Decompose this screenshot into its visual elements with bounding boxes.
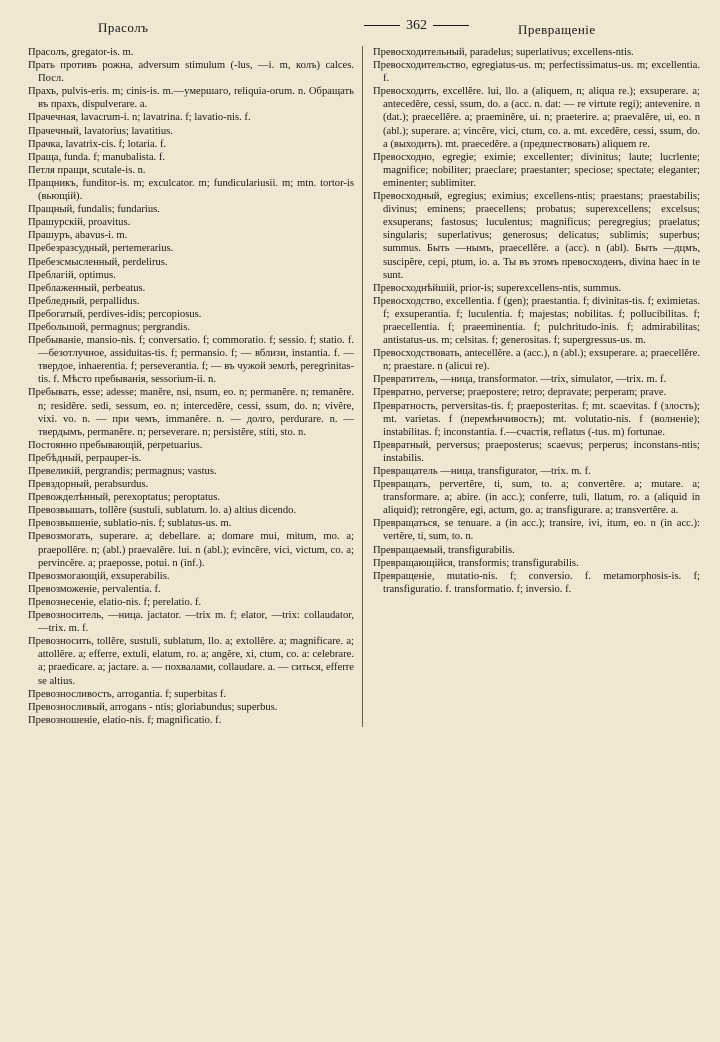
dictionary-entry: Пребогатый, perdives-idis; percopiosus.: [28, 308, 202, 320]
dictionary-entry: Прачка, lavatrix-cis. f; lotaria. f.: [28, 138, 167, 150]
dictionary-entry: Пребываніе, mansio-nis. f; conversatio. f; commoratio. f; sessio. f; statio. f. —безотлучное, assiduitas-tis. f; permansio. f; — вблизи, instantia. f. — твердое, inhaerentia. f; perseverantia. f; — въ чужой землѣ, peregrinitas-tis. f. Мѣсто пребыванія, sessorium-ii. n.: [28, 335, 354, 386]
dictionary-entry: Превосходство, excellentia. f (gen); praestantia. f; divinitas-tis. f; eximietas. f; exsuperantia. f; luculentia. f; majestas; nobilitas. f; pollucibilitas. f; praecellentia. f; praeeminentia. f; pulchritudo-inis. f; admirabilitas; antistatus-us. m; celsitas. f; generositas. f; supergressus-us. m.: [373, 295, 700, 347]
dictionary-entry: Превозносливый, arrogans - ntis; gloriabundus; superbus.: [28, 701, 278, 713]
dictionary-entry: Прачечная, lavacrum-i. n; lavatrina. f; lavatio-nis. f.: [28, 112, 251, 124]
dictionary-entry: Пребезсмысленный, perdelirus.: [28, 256, 168, 268]
dictionary-entry: Превозвышать, tollĕre (sustuli, sublatum. lo. a) altius dicendo.: [28, 505, 297, 517]
dictionary-entry: Прашурскій, proavitus.: [28, 217, 131, 229]
dictionary-entry: Прачечный, lavatorius; lavatitius.: [28, 125, 173, 137]
dictionary-entry: Превозносить, tollĕre, sustuli, sublatum, llo. a; extollĕre. a; magnificare. a; attollĕre. a; efferre, extuli, elatum, ro. a; angĕre, xi, ctum, co. a: celebrare. a; praedicare. a; jactare. a. — похвалами, collaudare. a. — ситься, efferre se altius.: [28, 636, 354, 687]
dictionary-entry: Прахъ, pulvis-eris. m; cinis-is. m.—умершаго, reliquia-orum. n. Обращать въ прахъ, dispulverare. a.: [28, 86, 354, 111]
dictionary-entry: Превозмогающій, exsuperabilis.: [28, 570, 170, 582]
running-head-right: Превращеніе: [518, 22, 596, 37]
dictionary-entry: Превозношеніе, elatio-nis. f; magnificatio. f.: [28, 714, 222, 726]
left-column: [28, 46, 363, 727]
page-number: 362: [358, 18, 475, 34]
dictionary-entry: Превращатель —ница, transfigurator, —trix. m. f.: [373, 466, 591, 477]
dictionary-entry: Превздорный, perabsurdus.: [28, 479, 149, 491]
dictionary-entry: Пребледный, perpallidus.: [28, 295, 140, 307]
dictionary-entry: Превознесеніе, elatio-nis. f; perelatio. f.: [28, 596, 202, 608]
dictionary-entry: Превосходно, egregie; eximie; excellenter; divinitus; laute; lucrlente; magnifice; nobiliter; praeclare; praestanter; speciose; spectate; eleganter; eminenter; sublimiter.: [373, 151, 700, 189]
dictionary-entry: Превосходить, excellĕre. lui, llo. a (aliquem, n; aliqua re.); exsuperare. a; antecedĕre, cessi, ssum, do. a (acc. n. dat: — re virtute regi); antevenire. n (dat.); praecellĕre. a; praeminĕre, ui. n; praeterire. a; praevalĕre, ui, eo. n (abl.); superare. a; vincĕre, vici, ctum, co. a. mt. excedĕre, cessi, ssum, do. a (выходить). mt. praecedĕre. a (предшествовать) aliquem re.: [373, 86, 700, 150]
dictionary-entry: Превозноситель, —ница. jactator. —trix m. f; elator, —trix: collaudator, —trix. m. f.: [28, 610, 354, 635]
dictionary-entry: Превеликій, pergrandis; permagnus; vastus.: [28, 466, 217, 477]
dictionary-entry: Пребольшой, permagnus; pergrandis.: [28, 321, 190, 333]
right-column: [363, 46, 700, 727]
dictionary-entry: Превосходный, egregius; eximius; excellens-ntis; praestans; praestabilis; divinus; eminens; praecellens; probatus; superexcellens; excelsus; exsuperans; fastosus; luculentus; magnificus; peregregius; praelatus; singularis; superlativus; generosus; delicatus; sublimis; superbus; summus. Быть —нымъ, praecellĕre. a (acc). n (abl). Быть —дцмъ, suscipĕre, cepi, ptum, io. a. Ты въ этомъ превосходенъ, divina haec in te sunt.: [373, 191, 700, 281]
dictionary-entry: Превратный, perversus; praeposterus; scaevus; perperus; inconstans-ntis; instabilis.: [373, 439, 700, 464]
dictionary-entry: Превращаться, se tenuare. a (in acc.); transire, ivi, itum, eo. n (in acc.): vertĕre, ti, sum, to. n.: [373, 518, 700, 543]
dictionary-entry: Превозможеніе, pervalentia. f.: [28, 583, 161, 595]
dictionary-entry: Превращать, pervertĕre, ti, sum, to. a; convertĕre. a; mutare. a; transformare. a; abire. (in acc.); conferre, tuli, llatum, ro. a (aliquid in aliquid); retrongĕre, egi, actum, go. a; transfigurare. a; transvertĕre. a.: [373, 479, 700, 517]
dictionary-entry: Преблаженный, perbeatus.: [28, 282, 146, 294]
dictionary-entry: Превращаемый, transfigurabilis.: [373, 544, 515, 556]
dictionary-entry: Постоянно пребывающій, perpetuarius.: [28, 439, 203, 451]
dictionary-entry: Петля пращи, scutale-is. n.: [28, 164, 146, 176]
dictionary-entry: Превосходнѣйшій, prior-is; superexcellens-ntis, summus.: [373, 282, 622, 294]
dictionary-entry: Превращеніе, mutatio-nis. f; conversio. f. metamorphosis-is. f; transfiguratio. f. transformatio. f; inversio. f.: [373, 570, 700, 595]
dictionary-entry: Превосходительство, egregiatus-us. m; perfectissimatus-us. m; excellentia. f.: [373, 60, 700, 85]
dictionary-entry: Превожделѣнный, perexoptatus; peroptatus.: [28, 492, 220, 504]
dictionary-entry: Превозмогать, superare. a; debellare. a; domare mui, mitum, mo. a; praepollĕre. n; (abl.) praevalĕre. lui. n (abl.); evincĕre, vici, victum, co. a; pervincĕre. a; praeposse, potui. n (inf.).: [28, 531, 354, 569]
columns: [28, 46, 700, 727]
dictionary-entry: Превозносливость, arrogantia. f; superbitas f.: [28, 688, 227, 700]
dictionary-entry: Превратитель, —ница, transformator. —trix, simulator, —trix. m. f.: [373, 374, 667, 386]
dictionary-entry: Превращающійся, transformis; transfigurabilis.: [373, 557, 579, 569]
dictionary-entry: Превосходительный, paradelus; superlativus; excellens-ntis.: [373, 47, 634, 58]
dictionary-entry: Прасолъ, gregator-is. m.: [28, 47, 134, 58]
page-header: [28, 14, 700, 38]
dictionary-entry: Превратность, perversitas-tis. f; praeposteritas. f; mt. scaevitas. f (злость); mt. varietas. f (перемѣнчивость); mt. volutatio-nis. f (волненіе); instabilitas. f; inconstantia. f.—счастія, reflatus (-tus. m) fortunae.: [373, 400, 700, 438]
dictionary-entry: Пребѣдный, perpauper-is.: [28, 452, 142, 464]
dictionary-entry: Прать противъ рожна, adversum stimulum (-lus, —i. m, колъ) calces. Посл.: [28, 60, 354, 85]
dictionary-entry: Превозвышеніе, sublatio-nis. f; sublatus-us. m.: [28, 518, 232, 530]
dictionary-entry: Прашуръ, abavus-i. m.: [28, 230, 128, 242]
dictionary-entry: Преблагій, optimus.: [28, 269, 116, 281]
dictionary-entry: Превосходствовать, antecellĕre. a (acc.), n (abl.); exsuperare. a; praecellĕre. n; praestare. n (alicui re).: [373, 348, 700, 373]
dictionary-entry: Пребывать, esse; adesse; manĕre, nsi, nsum, eo. n; permanĕre. n; remanĕre. n; residĕre. sedi, sessum, eo. n; intercedĕre, cessi, ssum, do. n; vivĕre, vixi. vo. n. — при чемъ, immanĕre. n. — долго, perdurare. n. — твердымъ, permanĕre. n; perseverare. n; persistĕre, stiti, sto. n.: [28, 387, 354, 438]
dictionary-entry: Пращный, fundalis; fundarius.: [28, 204, 160, 216]
dictionary-entry: Праща, funda. f; manubalista. f.: [28, 151, 166, 163]
dictionary-entry: Пребезразсудный, pertemerarius.: [28, 243, 174, 255]
dictionary-entry: Превратно, perverse; praepostere; retro; depravate; perperam; prave.: [373, 387, 667, 399]
running-head-left: Прасолъ: [98, 20, 149, 35]
dictionary-entry: Пращникъ, funditor-is. m; exculcator. m; fundiculariusii. m; mtn. tortor-is (вьющій).: [28, 177, 354, 203]
